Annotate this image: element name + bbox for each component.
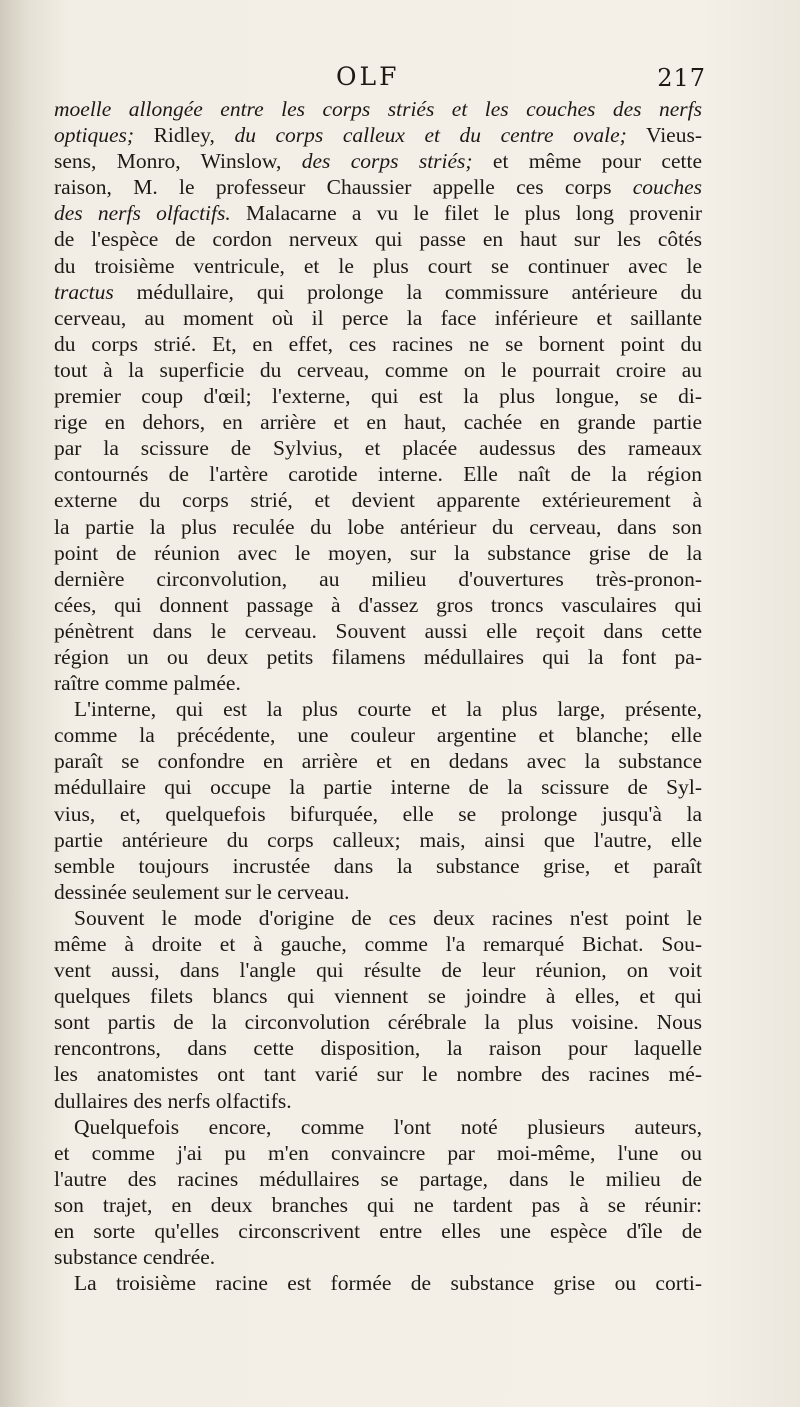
text-segment: médullaire qui occupe la partie interne de la scissure de Syl- (54, 775, 702, 800)
text-segment: Souvent le mode d'origine de ces deux racines n'est point le (74, 905, 702, 930)
text-line (54, 331, 702, 357)
text-line (54, 383, 702, 409)
text-line (54, 305, 702, 331)
italic-text: couches (632, 175, 702, 200)
italic-text: du corps calleux et du centre ovale; (234, 123, 627, 148)
text-line (54, 357, 702, 383)
text-line (54, 148, 702, 174)
text-segment: substance cendrée. (54, 1245, 216, 1270)
text-segment: médullaire, qui prolonge la commissure antérieure du (113, 279, 702, 304)
text-segment: premier coup d'œil; l'externe, qui est la plus longue, se di- (54, 384, 702, 409)
text-segment: cerveau, au moment où il perce la face inférieure et saillante (54, 305, 702, 330)
text-segment: Vieus- (626, 123, 702, 148)
text-line (54, 1192, 702, 1218)
text-line (54, 1035, 702, 1061)
text-line (54, 253, 702, 279)
text-segment: comme la précédente, une couleur argentine et blanche; elle (54, 723, 702, 748)
text-segment: son trajet, en deux branches qui ne tardent pas à se réunir: (54, 1192, 702, 1217)
text-segment: en sorte qu'elles circonscrivent entre elles une espèce d'île de (54, 1219, 702, 1244)
page-header (56, 62, 706, 96)
text-segment: externe du corps strié, et devient apparente extérieurement à (54, 488, 702, 513)
text-segment: du corps strié. Et, en effet, ces racines ne se bornent point du (54, 331, 702, 356)
text-line (54, 879, 702, 905)
text-line (54, 409, 702, 435)
text-line (54, 957, 702, 983)
text-line (54, 540, 702, 566)
text-line (54, 592, 702, 618)
italic-text: optiques; (54, 123, 135, 148)
text-line (54, 1166, 702, 1192)
text-line (54, 618, 702, 644)
text-segment: Ridley, (134, 123, 235, 148)
text-line (54, 670, 702, 696)
text-segment: raître comme palmée. (54, 671, 241, 696)
text-line (54, 801, 702, 827)
text-line (54, 96, 702, 122)
text-segment: cées, qui donnent passage à d'assez gros troncs vasculaires qui (54, 592, 702, 617)
text-line (54, 983, 702, 1009)
text-segment: Malacarne a vu le filet le plus long provenir (230, 201, 703, 226)
text-segment: semble toujours incrustée dans la substance grise, et paraît (54, 853, 702, 878)
text-segment: dessinée seulement sur le cerveau. (54, 879, 350, 904)
text-segment: La troisième racine est formée de substance grise ou corti- (74, 1271, 702, 1296)
body-text (54, 96, 702, 1296)
text-segment: point de réunion avec le moyen, sur la substance grise de la (54, 540, 702, 565)
text-line (54, 461, 702, 487)
text-segment: et même pour cette (472, 149, 702, 174)
text-segment: vius, et, quelquefois bifurquée, elle se prolonge jusqu'à la (54, 801, 702, 826)
text-line (54, 279, 702, 305)
text-line (54, 1061, 702, 1087)
italic-text: des corps striés; (301, 149, 473, 174)
text-segment: partie antérieure du corps calleux; mais, ainsi que l'autre, elle (54, 827, 702, 852)
text-line (54, 696, 702, 722)
text-segment: raison, M. le professeur Chaussier appelle ces corps (54, 175, 633, 200)
text-line (54, 827, 702, 853)
text-line (54, 514, 702, 540)
text-segment: l'autre des racines médullaires se partage, dans le milieu de (54, 1166, 702, 1191)
text-segment: sont partis de la circonvolution cérébrale la plus voisine. Nous (54, 1010, 702, 1035)
text-segment: Quelquefois encore, comme l'ont noté plusieurs auteurs, (74, 1114, 702, 1139)
text-segment: les anatomistes ont tant varié sur le nombre des racines mé- (54, 1062, 702, 1087)
text-line (54, 748, 702, 774)
running-head: OLF (336, 62, 400, 91)
text-segment: rige en dehors, en arrière et en haut, cachée en grande partie (54, 410, 702, 435)
text-line (54, 200, 702, 226)
text-line (54, 1244, 702, 1270)
page-number: 217 (657, 64, 706, 92)
text-line (54, 566, 702, 592)
text-line (54, 487, 702, 513)
text-line (54, 435, 702, 461)
text-line (54, 174, 702, 200)
text-segment: par la scissure de Sylvius, et placée audessus des rameaux (54, 436, 702, 461)
text-line (54, 1270, 702, 1296)
text-line (54, 122, 702, 148)
text-line (54, 1114, 702, 1140)
text-line (54, 1009, 702, 1035)
text-segment: paraît se confondre en arrière et en dedans avec la substance (54, 749, 702, 774)
text-line (54, 853, 702, 879)
text-segment: rencontrons, dans cette disposition, la raison pour laquelle (54, 1036, 702, 1061)
text-line (54, 931, 702, 957)
text-line (54, 644, 702, 670)
text-segment: de l'espèce de cordon nerveux qui passe en haut sur les côtés (54, 227, 702, 252)
text-segment: dernière circonvolution, au milieu d'ouvertures très-pronon- (54, 566, 702, 591)
italic-text: tractus (54, 279, 114, 304)
text-segment: sens, Monro, Winslow, (54, 149, 302, 174)
text-segment: tout à la superficie du cerveau, comme on le pourrait croire au (54, 357, 702, 382)
text-line (54, 774, 702, 800)
text-segment: région un ou deux petits filamens médullaires qui la font pa- (54, 644, 702, 669)
text-line (54, 722, 702, 748)
text-segment: même à droite et à gauche, comme l'a remarqué Bichat. Sou- (54, 932, 702, 956)
text-segment: du troisième ventricule, et le plus court se continuer avec le (54, 253, 702, 278)
text-segment: L'interne, qui est la plus courte et la plus large, présente, (74, 697, 702, 722)
text-line (54, 1088, 702, 1114)
text-segment: contournés de l'artère carotide interne. Elle naît de la région (54, 462, 702, 487)
text-segment: quelques filets blancs qui viennent se joindre à elles, et qui (54, 984, 702, 1009)
text-segment: et comme j'ai pu m'en convaincre par moi-même, l'une ou (54, 1140, 702, 1165)
text-line (54, 1140, 702, 1166)
text-segment: pénètrent dans le cerveau. Souvent aussi elle reçoit dans cette (54, 618, 702, 643)
text-segment: vent aussi, dans l'angle qui résulte de leur réunion, on voit (54, 958, 702, 983)
text-line (54, 905, 702, 931)
text-segment: la partie la plus reculée du lobe antérieur du cerveau, dans son (54, 514, 702, 539)
text-segment: dullaires des nerfs olfactifs. (54, 1088, 292, 1113)
italic-text: moelle allongée entre les corps striés et les couches des nerfs (54, 97, 702, 121)
italic-text: des nerfs olfactifs. (54, 201, 231, 226)
text-line (54, 1218, 702, 1244)
text-line (54, 226, 702, 252)
